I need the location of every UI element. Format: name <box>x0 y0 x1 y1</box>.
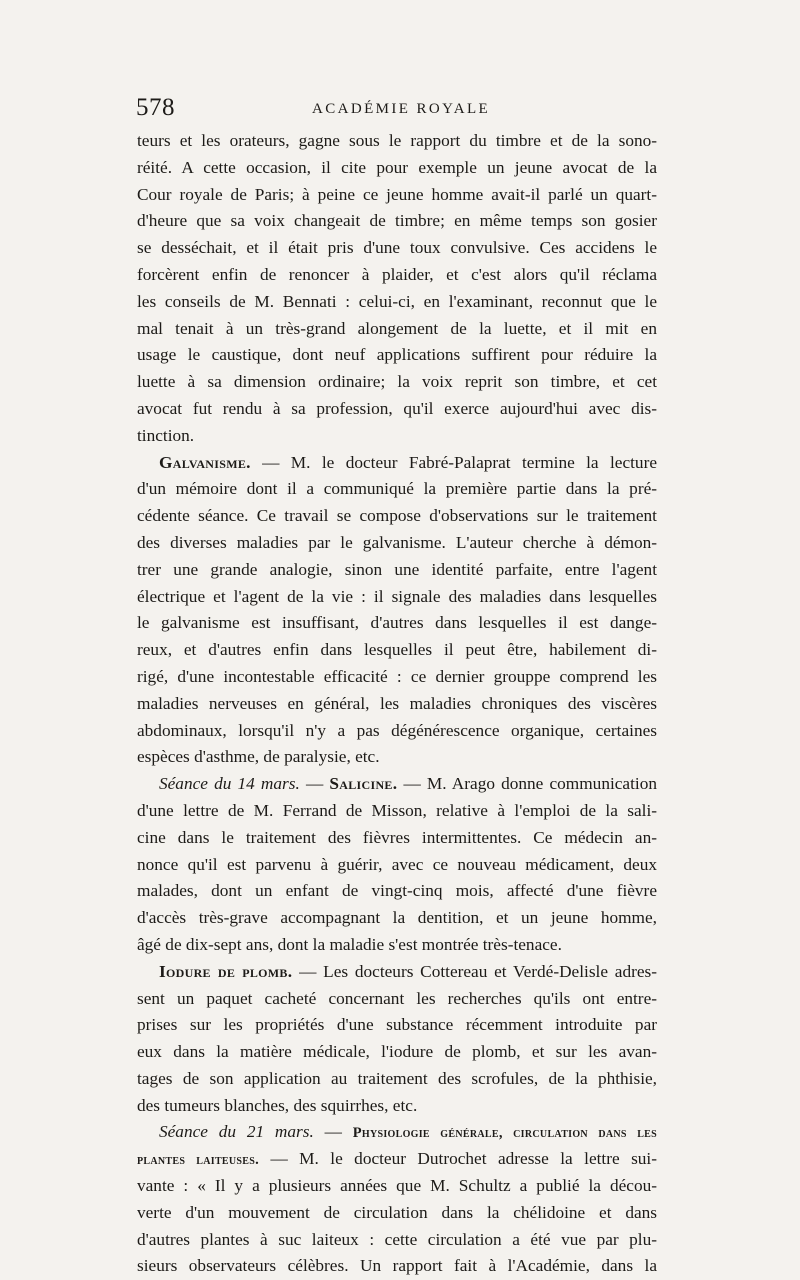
text-run: rigé, d'une incontestable efficacité : ce dernier grouppe comprend les <box>137 666 657 686</box>
running-head: ACADÉMIE ROYALE <box>312 101 491 117</box>
page-header <box>136 92 656 124</box>
text-run: — M. le docteur Dutrochet adresse la lettre sui- <box>259 1149 657 1169</box>
text-run: eux dans la matière médicale, l'iodure de plomb, et sur les avan- <box>137 1042 657 1062</box>
text-line <box>137 289 657 316</box>
text-line <box>137 878 657 905</box>
text-run: cédente séance. Ce travail se compose d'observations sur le traitement <box>137 506 657 526</box>
text-run: — Les docteurs Cottereau et Verdé-Delisle adres- <box>292 961 657 981</box>
text-run: vante : « Il y a plusieurs années que M. Schultz a publié la décou- <box>137 1176 657 1196</box>
text-run: malades, dont un enfant de vingt-cinq mois, affecté d'une fièvre <box>137 881 657 901</box>
text-line <box>137 1012 657 1039</box>
text-run: — <box>299 774 330 794</box>
text-line <box>137 1200 657 1227</box>
text-run: luette à sa dimension ordinaire; la voix reprit son timbre, et cet <box>137 372 657 392</box>
text-line <box>137 1173 657 1200</box>
body-text <box>137 128 657 1280</box>
text-line <box>137 503 657 530</box>
text-run: — M. le docteur Fabré-Palaprat termine la lecture <box>250 452 657 472</box>
italic-date: Séance du 21 mars. <box>159 1122 314 1142</box>
text-run: nonce qu'il est parvenu à guérir, avec ce nouveau médicament, deux <box>137 854 657 874</box>
text-line <box>137 235 657 262</box>
text-line <box>137 396 657 423</box>
text-run: des tumeurs blanches, des squirrhes, etc. <box>137 1095 418 1115</box>
text-run: se desséchait, et il était pris d'une toux convulsive. Ces accidens le <box>137 238 657 258</box>
text-run: prises sur les propriétés d'une substance récemment introduite par <box>137 1015 657 1035</box>
text-line <box>137 262 657 289</box>
text-run: abdominaux, lorsqu'il n'y a pas dégénérescence organique, certaines <box>137 720 657 740</box>
text-line <box>137 771 657 798</box>
text-run: d'une lettre de M. Ferrand de Misson, relative à l'emploi de la sali- <box>137 800 657 820</box>
text-run: Cour royale de Paris; à peine ce jeune homme avait-il parlé un quart- <box>137 184 657 204</box>
text-run: âgé de dix-sept ans, dont la maladie s'est montrée très-tenace. <box>137 934 562 954</box>
text-line <box>137 128 657 155</box>
text-run: d'autres plantes à suc laiteux : cette circulation a été vue par plu- <box>137 1229 657 1249</box>
section-heading: Galvanisme. <box>159 452 251 472</box>
text-line <box>137 423 657 450</box>
text-line <box>137 557 657 584</box>
text-run: usage le caustique, dont neuf applications suffirent pour réduire la <box>137 345 657 365</box>
text-line <box>137 1253 657 1280</box>
italic-date: Séance du 14 mars. <box>159 774 300 794</box>
text-run: — <box>313 1122 353 1142</box>
text-line <box>137 744 657 771</box>
text-run: sieurs observateurs célèbres. Un rapport fait à l'Académie, dans la <box>137 1256 657 1276</box>
text-line <box>137 959 657 986</box>
text-run: reux, et d'autres enfin dans lesquelles il peut être, habilement di- <box>137 640 657 660</box>
text-run: électrique et l'agent de la vie : il signale des maladies dans lesquelles <box>137 586 657 606</box>
text-line <box>137 155 657 182</box>
section-heading: Iodure de plomb. <box>159 961 293 981</box>
text-run: les conseils de M. Bennati : celui-ci, en l'examinant, reconnut que le <box>137 291 657 311</box>
text-run: verte d'un mouvement de circulation dans la chélidoine et dans <box>137 1202 657 1222</box>
text-run: — M. Arago donne communication <box>397 774 657 794</box>
section-heading: Physiologie générale, circulation dans les <box>352 1125 658 1142</box>
text-run: avocat fut rendu à sa profession, qu'il exerce aujourd'hui avec dis- <box>137 398 657 418</box>
text-line <box>137 182 657 209</box>
text-run: mal tenait à un très-grand alongement de la luette, et il mit en <box>137 318 657 338</box>
text-line <box>137 530 657 557</box>
text-run: des diverses maladies par le galvanisme. L'auteur cherche à démon- <box>137 532 657 552</box>
text-run: trer une grande analogie, sinon une identité parfaite, entre l'agent <box>137 559 657 579</box>
text-line <box>137 208 657 235</box>
text-run: réité. A cette occasion, il cite pour exemple un jeune avocat de la <box>137 157 657 177</box>
text-line <box>137 1093 657 1120</box>
text-line <box>137 718 657 745</box>
text-line <box>137 342 657 369</box>
text-line <box>137 986 657 1013</box>
text-line <box>137 691 657 718</box>
text-run: cine dans le traitement des fièvres intermittentes. Ce médecin an- <box>137 827 657 847</box>
text-run: le galvanisme est insuffisant, d'autres dans lesquelles il est dange- <box>137 613 657 633</box>
text-line <box>137 584 657 611</box>
section-heading: plantes laiteuses. <box>137 1152 260 1169</box>
text-line <box>137 1066 657 1093</box>
page-number: 578 <box>136 94 175 121</box>
text-line <box>137 369 657 396</box>
text-run: forcèrent enfin de renoncer à plaider, et c'est alors qu'il réclama <box>137 264 657 284</box>
text-line <box>137 852 657 879</box>
text-line <box>137 825 657 852</box>
text-run: tinction. <box>137 425 195 445</box>
text-line <box>137 798 657 825</box>
text-run: espèces d'asthme, de paralysie, etc. <box>137 747 380 767</box>
text-line <box>137 476 657 503</box>
text-run: d'heure que sa voix changeait de timbre; en même temps son gosier <box>137 211 657 231</box>
text-line <box>137 610 657 637</box>
text-line <box>137 316 657 343</box>
text-run: d'un mémoire dont il a communiqué la première partie dans la pré- <box>137 479 657 499</box>
text-run: d'accès très-grave accompagnant la dentition, et un jeune homme, <box>137 908 657 928</box>
text-line <box>137 932 657 959</box>
text-line <box>137 905 657 932</box>
text-run: sent un paquet cacheté concernant les recherches qu'ils ont entre- <box>137 988 657 1008</box>
text-line <box>137 664 657 691</box>
section-heading: Salicine. <box>329 774 398 794</box>
text-line <box>137 637 657 664</box>
text-run: teurs et les orateurs, gagne sous le rapport du timbre et de la sono- <box>137 131 657 150</box>
text-line <box>137 1227 657 1254</box>
text-line <box>137 1119 657 1146</box>
text-run: maladies nerveuses en général, les maladies chroniques des viscères <box>137 693 657 713</box>
text-line <box>137 1039 657 1066</box>
text-run: tages de son application au traitement des scrofules, de la phthisie, <box>137 1068 657 1088</box>
text-line <box>137 1146 657 1173</box>
text-line <box>137 450 657 477</box>
